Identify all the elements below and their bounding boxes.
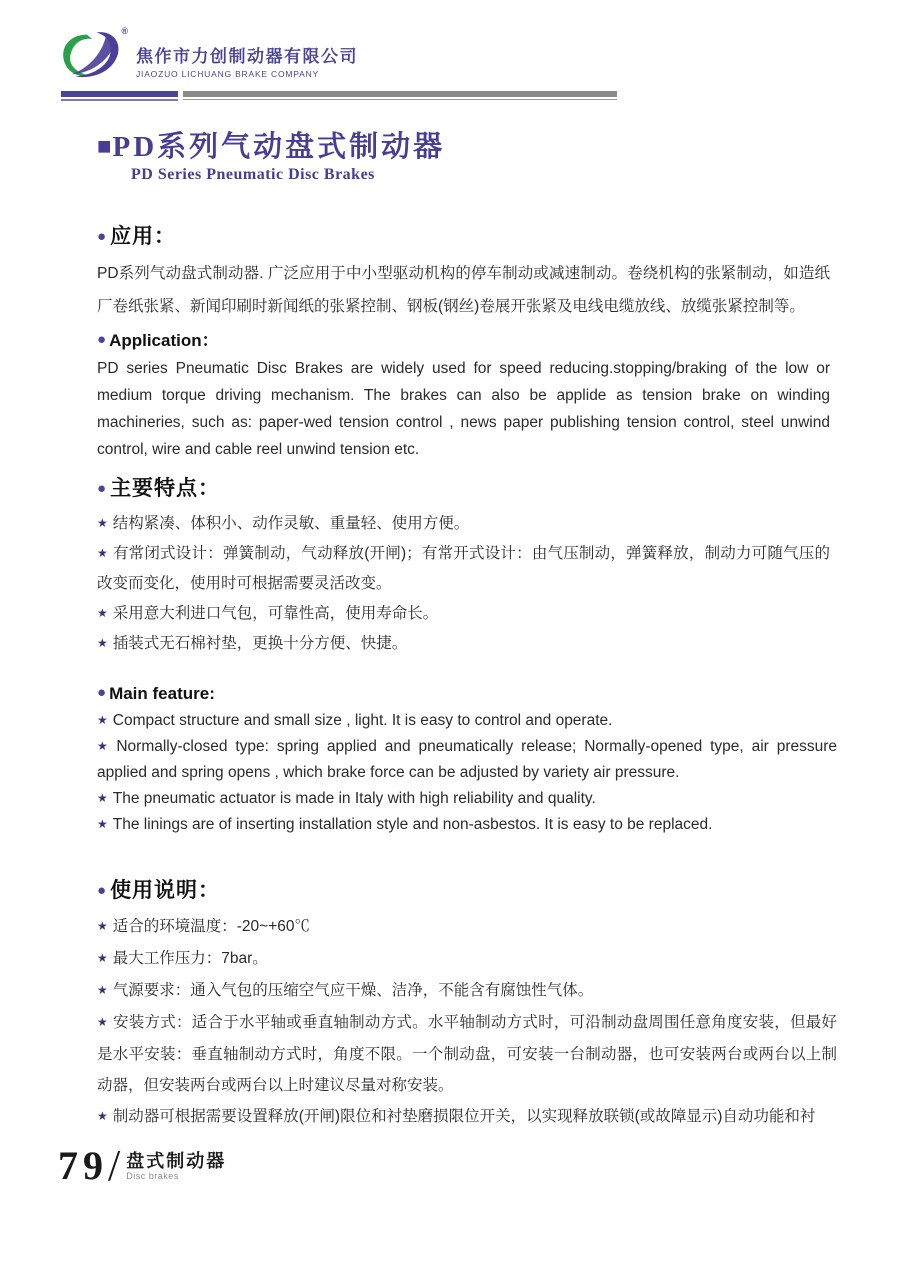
footer-slash: / <box>108 1141 121 1190</box>
feature-item-text: Compact structure and small size , light. It is easy to control and operate. <box>112 712 613 729</box>
bullet-icon: ● <box>97 480 108 497</box>
feature-item <box>97 599 830 629</box>
section-features-cn <box>97 472 830 659</box>
star-icon: ★ <box>97 951 108 965</box>
bullet-icon: ● <box>97 684 107 701</box>
usage-item-text: 最大工作压力：7bar。 <box>112 950 268 967</box>
usage-item-text: 适合的环境温度：-20~+60℃ <box>112 918 311 935</box>
feature-item-text: 有常闭式设计：弹簧制动，气动释放(开闸)；有常开式设计：由气压制动，弹簧释放，制动力可随气压的改变而变化，使用时可根据需要灵活改变。 <box>97 545 830 592</box>
bullet-icon: ● <box>97 331 107 348</box>
square-bullet-icon: ■ <box>97 134 112 160</box>
feature-item-text: Normally-closed type: spring applied and pneumatically release; Normally-opened type, air pressure applied and spring opens , which brake force can be adjusted by variety air pressure. <box>97 738 838 781</box>
feature-item <box>97 629 830 659</box>
footer-label-cn: 盘式制动器 <box>126 1151 227 1171</box>
star-icon: ★ <box>97 817 108 831</box>
swirl-logo-icon <box>54 26 126 84</box>
usage-item <box>97 1101 837 1133</box>
usage-item <box>97 1007 837 1101</box>
feature-item <box>97 786 837 812</box>
section-application-cn <box>97 220 830 323</box>
company-logo <box>54 26 126 84</box>
section-heading-text: Main feature: <box>109 684 215 703</box>
page-title <box>97 124 445 165</box>
section-heading <box>97 472 830 502</box>
usage-item <box>97 975 837 1007</box>
paragraph: PD系列气动盘式制动器. 广泛应用于中小型驱动机构的停车制动或减速制动。卷绕机构的张紧制动，如造纸厂卷纸张紧、新闻印刷时新闻纸的张紧控制、钢板(钢丝)卷展开张紧及电线电缆放线、放缆张紧控制等。 <box>97 265 830 315</box>
star-icon: ★ <box>97 1109 108 1123</box>
header-rule-gray <box>183 91 617 100</box>
star-icon: ★ <box>97 739 112 753</box>
star-icon: ★ <box>97 1015 109 1029</box>
feature-item-text: 结构紧凑、体积小、动作灵敏、重量轻、使用方便。 <box>112 515 470 532</box>
header <box>54 26 358 84</box>
usage-item <box>97 943 837 975</box>
feature-item-text: The linings are of inserting installation style and non-asbestos. It is easy to be replaced. <box>112 816 713 833</box>
section-usage <box>97 874 837 1133</box>
feature-item <box>97 708 837 734</box>
star-icon: ★ <box>97 606 108 620</box>
section-heading <box>97 326 830 351</box>
footer-label-en: Disc brakes <box>126 1171 179 1181</box>
section-features-en <box>97 684 837 838</box>
paragraph: PD series Pneumatic Disc Brakes are widely used for speed reducing.stopping/braking of the low or medium torque driving mechanism. The brakes can also be applide as tension brake on winding machineries, such as: paper-wed tension control , news paper publishing tension control, steel unwind control, wire and cable reel unwind tension etc. <box>97 360 830 458</box>
usage-item-text: 安装方式：适合于水平轴或垂直轴制动方式。水平轴制动方式时，可沿制动盘周围任意角度安装，但最好是水平安装：垂直轴制动方式时，角度不限。一个制动盘，可安装一台制动器，也可安装两台或两台以上制动器，但安装两台或两台以上时建议尽量对称安装。 <box>97 1014 837 1094</box>
feature-item-text: 采用意大利进口气包，可靠性高，使用寿命长。 <box>112 605 439 622</box>
usage-item-text: 制动器可根据需要设置释放(开闸)限位和衬垫磨损限位开关，以实现释放联锁(或故障显示)自动功能和衬 <box>112 1108 816 1125</box>
header-rule-purple <box>61 91 178 101</box>
star-icon: ★ <box>97 919 108 933</box>
feature-item <box>97 734 837 786</box>
section-heading-text: 应用： <box>110 225 177 248</box>
section-heading <box>97 684 837 704</box>
star-icon: ★ <box>97 546 108 560</box>
page-footer <box>58 1141 227 1190</box>
feature-item-text: 插装式无石棉衬垫，更换十分方便、快捷。 <box>112 635 408 652</box>
feature-item <box>97 509 830 539</box>
section-heading-text: 主要特点： <box>110 477 221 500</box>
star-icon: ★ <box>97 791 108 805</box>
page-title-block <box>97 124 445 184</box>
star-icon: ★ <box>97 983 108 997</box>
feature-item <box>97 812 837 838</box>
section-heading-text: Application： <box>109 331 219 350</box>
company-name-en: JIAOZUO LICHUANG BRAKE COMPANY <box>136 68 320 79</box>
feature-item <box>97 539 830 599</box>
section-heading <box>97 220 830 250</box>
usage-item <box>97 911 837 943</box>
feature-item-text: The pneumatic actuator is made in Italy with high reliability and quality. <box>112 790 596 807</box>
bullet-icon: ● <box>97 228 108 245</box>
section-heading-text: 使用说明： <box>110 879 221 902</box>
star-icon: ★ <box>97 713 108 727</box>
page-title-text: PD系列气动盘式制动器 <box>112 131 446 163</box>
company-name-block <box>136 32 358 79</box>
bullet-icon: ● <box>97 882 108 899</box>
section-application-en <box>97 326 830 463</box>
footer-label-block <box>126 1151 226 1181</box>
star-icon: ★ <box>97 516 108 530</box>
section-heading <box>97 874 837 904</box>
star-icon: ★ <box>97 636 108 650</box>
usage-item-text: 气源要求：通入气包的压缩空气应干燥、洁净，不能含有腐蚀性气体。 <box>112 982 594 999</box>
registered-trademark-icon: ® <box>121 26 128 36</box>
page-subtitle: PD Series Pneumatic Disc Brakes <box>131 166 375 183</box>
footer-page-number: 79 <box>58 1143 108 1188</box>
company-name-cn: 焦作市力创制动器有限公司 <box>136 46 358 66</box>
